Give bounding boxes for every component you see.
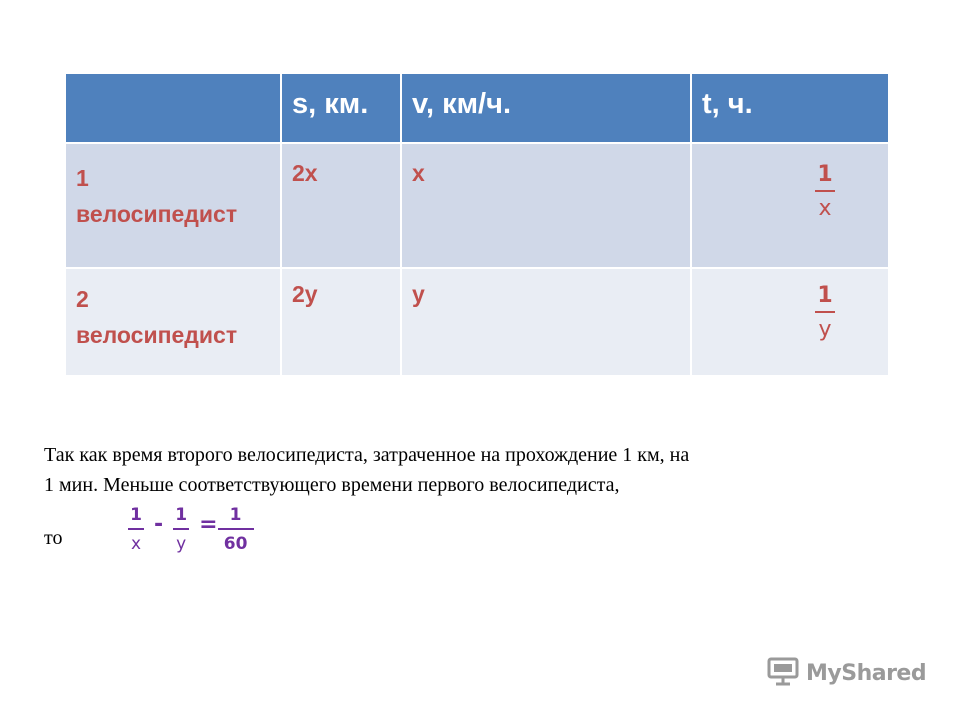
cell-distance: 2y [281,268,401,376]
time-fraction [815,283,835,343]
row-label-text: велосипедист [76,201,238,227]
equals-sign: = [199,511,218,537]
myshared-logo [766,656,926,691]
explanation-text [44,440,924,500]
row-label-text: велосипедист [76,322,238,348]
fraction-denominator: x [130,534,142,554]
fraction-numerator: 1 [175,505,188,525]
explanation-line-2: 1 мин. Меньше соответствующего времени первого велосипедиста, [44,474,620,496]
cell-time [691,268,889,376]
then-word: то [44,527,63,549]
header-time: t, ч. [691,73,889,143]
header-speed: v, км/ч. [401,73,691,143]
fraction-bar [173,528,189,530]
fraction-numerator: 1 [130,505,142,525]
fraction-bar [815,190,835,192]
row-label [65,143,281,268]
fraction-denominator: x [818,196,832,221]
minus-sign: - [154,511,164,537]
fraction-numerator: 1 [229,505,242,525]
equation-fraction-2 [173,505,189,555]
row-label [65,268,281,376]
fraction-bar [815,311,835,313]
cell-speed: x [401,143,691,268]
presentation-icon [766,656,800,691]
equation [124,505,258,555]
data-table [64,72,890,377]
fraction-denominator: y [818,317,832,342]
equation-fraction-1 [128,505,144,555]
row-label-number: 1 [76,165,89,191]
header-distance: s, км. [281,73,401,143]
fraction-denominator: 60 [223,534,248,554]
fraction-numerator: 1 [817,162,833,187]
cell-speed: y [401,268,691,376]
row-label-number: 2 [76,286,89,312]
equation-fraction-3 [218,505,254,555]
logo-text: MyShared [806,661,927,686]
explanation-line-1: Так как время второго велосипедиста, затраченное на прохождение 1 км, на [44,444,690,466]
cell-distance: 2x [281,143,401,268]
table-row [65,143,889,268]
header-empty [65,73,281,143]
time-fraction [815,162,835,222]
table-row [65,268,889,376]
fraction-bar [128,528,144,530]
fraction-bar [218,528,254,530]
fraction-numerator: 1 [817,283,833,308]
cell-time [691,143,889,268]
fraction-denominator: y [176,534,187,554]
table-header-row [65,73,889,143]
